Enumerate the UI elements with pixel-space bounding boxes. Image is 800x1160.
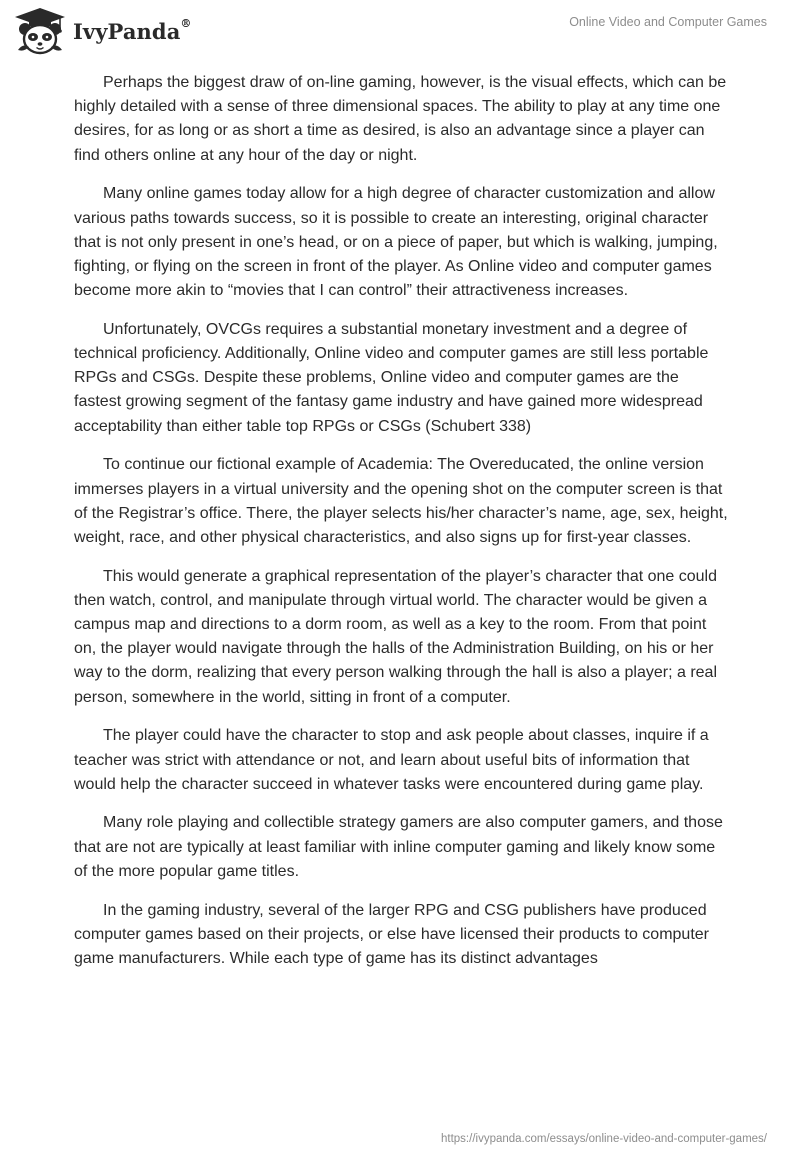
paragraph: Unfortunately, OVCGs requires a substantial monetary investment and a degree of technical proficiency. Additionally, Online video and computer games are still less portable RPGs and CSGs. Despite these problems, Online video and computer games are the fastest growing segment of the fantasy game industry and have gained more widespread acceptability than either table top RPGs or CSGs (Schubert 338) bbox=[74, 320, 709, 435]
paragraph: To continue our fictional example of Academia: The Overeducated, the online version immerses players in a virtual university and the opening shot on the computer screen is that of the Registrar’s office. There, the player selects his/her character’s name, age, sex, height, weight, race, and other physical characteristics, and also signs up for first-year classes. bbox=[74, 456, 728, 546]
paragraph: Many online games today allow for a high degree of character customization and allow various paths towards success, so it is possible to create an interesting, original character that is not only present in one’s head, or on a piece of paper, but which is walking, jumping, fighting, or flying on the screen in front of the player. As Online video and computer games become more akin to “movies that I can control” their attractiveness increases. bbox=[74, 185, 718, 300]
paragraph: This would generate a graphical representation of the player’s character that one could then watch, control, and manipulate through virtual world. The character would be given a campus map and directions to a dorm room, as well as a key to the room. From that point on, the player would navigate through the halls of the Administration Building, on his or her way to the dorm, realizing that every person walking through the hall is also a player; a real person, somewhere in the world, sitting in front of a computer. bbox=[74, 567, 718, 706]
brand-name: IvyPanda® bbox=[73, 16, 192, 44]
paragraph: Perhaps the biggest draw of on-line gaming, however, is the visual effects, which can be highly detailed with a sense of three dimensional spaces. The ability to play at any time one desires, for as long or as short a time as desired, is also an advantage since a player can find others online at any hour of the day or night. bbox=[74, 74, 727, 164]
ivypanda-logo[interactable] bbox=[14, 6, 192, 56]
panda-graduate-icon bbox=[14, 6, 66, 56]
paragraph: In the gaming industry, several of the larger RPG and CSG publishers have produced computer games based on their projects, or else have licensed their products to computer game manufacturers. While each type of game has its distinct advantages bbox=[74, 901, 709, 967]
page-header bbox=[0, 0, 800, 62]
paragraph: The player could have the character to stop and ask people about classes, inquire if a teacher was strict with attendance or not, and learn about useful bits of information that would help the character succeed in whatever tasks were encountered during game play. bbox=[74, 727, 709, 793]
source-url-link[interactable]: https://ivypanda.com/essays/online-video-and-computer-games/ bbox=[441, 1133, 767, 1145]
paragraph: Many role playing and collectible strategy gamers are also computer gamers, and those that are not are typically at least familiar with inline computer gaming and likely know some of the more popular game titles. bbox=[74, 814, 723, 880]
essay-body bbox=[74, 71, 728, 986]
registered-mark: ® bbox=[180, 16, 192, 30]
document-title: Online Video and Computer Games bbox=[569, 15, 767, 29]
